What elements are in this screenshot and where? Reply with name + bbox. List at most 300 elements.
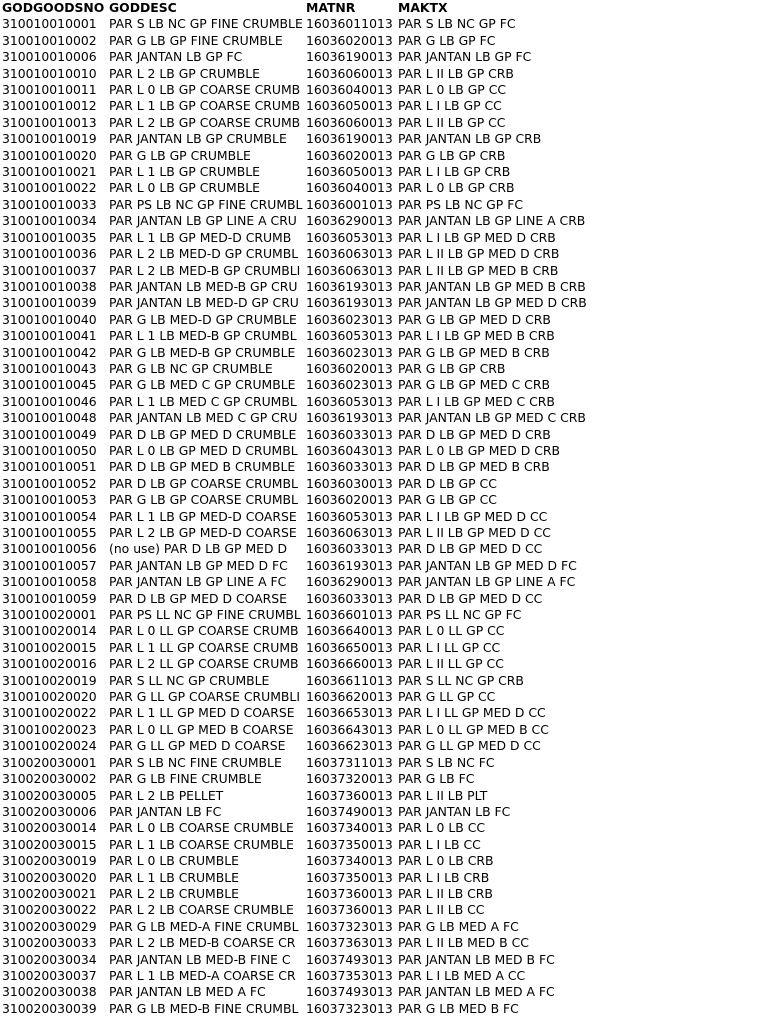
goods-number-cell: 310010010053 <box>2 492 97 508</box>
goods-number-cell: 310010010059 <box>2 590 97 606</box>
material-number-cell: 16036063013 <box>306 246 393 262</box>
material-number-cell: 16036623013 <box>306 738 393 754</box>
material-number-cell: 16036060013 <box>306 114 393 130</box>
material-text-cell: PAR G LB GP MED D CRB <box>398 311 551 327</box>
goods-description-cell: PAR D LB GP MED D COARSE <box>109 590 287 606</box>
material-text-cell: PAR L 0 LB GP MED D CRB <box>398 442 560 458</box>
table-row <box>0 902 768 918</box>
material-text-cell: PAR JANTAN LB GP MED D CRB <box>398 295 587 311</box>
goods-description-cell: PAR L 2 LL GP COARSE CRUMB <box>109 656 299 672</box>
table-row <box>0 230 768 246</box>
material-number-cell: 16036033013 <box>306 426 393 442</box>
goods-number-cell: 310010020019 <box>2 672 97 688</box>
goods-number-cell: 310010010012 <box>2 98 97 114</box>
goods-description-cell: PAR L 2 LB MED-D GP CRUMBL <box>109 246 299 262</box>
goods-number-cell: 310010020024 <box>2 738 97 754</box>
material-text-cell: PAR JANTAN LB GP FC <box>398 49 532 65</box>
goods-number-cell: 310010010036 <box>2 246 97 262</box>
goods-description-cell: PAR L 2 LB GP CRUMBLE <box>109 65 260 81</box>
goods-number-cell: 310010010056 <box>2 541 97 557</box>
goods-description-cell: PAR G LB FINE CRUMBLE <box>109 771 262 787</box>
goods-description-cell: PAR L 1 LL GP COARSE CRUMB <box>109 639 299 655</box>
goods-description-cell: PAR S LB NC FINE CRUMBLE <box>109 754 282 770</box>
material-text-cell: PAR D LB GP MED D CC <box>398 590 543 606</box>
goods-number-cell: 310020030022 <box>2 902 97 918</box>
table-row <box>0 820 768 836</box>
material-number-cell: 16037350013 <box>306 836 393 852</box>
material-number-cell: 16036193013 <box>306 557 393 573</box>
material-number-cell: 16037360013 <box>306 787 393 803</box>
goods-description-cell: PAR L 0 LB GP CRUMBLE <box>109 180 260 196</box>
goods-description-cell: PAR L 0 LB COARSE CRUMBLE <box>109 820 294 836</box>
material-number-cell: 16036011013 <box>306 16 393 32</box>
material-number-cell: 16036020013 <box>306 492 393 508</box>
goods-description-cell: PAR JANTAN LB GP LINE A FC <box>109 574 287 590</box>
goods-description-cell: PAR G LB MED-B FINE CRUMBL <box>109 1000 299 1016</box>
table-row <box>0 722 768 738</box>
material-number-cell: 16037493013 <box>306 984 393 1000</box>
material-text-cell: PAR JANTAN LB GP LINE A FC <box>398 574 576 590</box>
goods-number-cell: 310010010034 <box>2 213 97 229</box>
goods-number-cell: 310020030015 <box>2 836 97 852</box>
table-row <box>0 935 768 951</box>
material-text-cell: PAR G LL GP MED D CC <box>398 738 541 754</box>
goods-description-cell: PAR JANTAN LB MED A FC <box>109 984 266 1000</box>
goods-number-cell: 310010020022 <box>2 705 97 721</box>
goods-number-cell: 310010020014 <box>2 623 97 639</box>
goods-number-cell: 310010010022 <box>2 180 97 196</box>
material-number-cell: 16037353013 <box>306 967 393 983</box>
material-text-cell: PAR L II LB MED B CC <box>398 935 529 951</box>
goods-number-cell: 310020030019 <box>2 853 97 869</box>
table-row <box>0 689 768 705</box>
material-text-cell: PAR L I LB GP CC <box>398 98 502 114</box>
material-number-cell: 16037323013 <box>306 918 393 934</box>
goods-number-cell: 310010010006 <box>2 49 97 65</box>
table-row <box>0 1001 768 1017</box>
goods-description-cell: PAR L 1 LB MED-A COARSE CR <box>109 967 296 983</box>
material-number-cell: 16036653013 <box>306 705 393 721</box>
goods-description-cell: (no use) PAR D LB GP MED D <box>109 541 287 557</box>
table-row <box>0 328 768 344</box>
material-number-cell: 16036053013 <box>306 229 393 245</box>
column-header-goddesc: GODDESC <box>109 0 177 15</box>
material-text-cell: PAR L II LB GP CRB <box>398 65 514 81</box>
table-row <box>0 279 768 295</box>
material-text-cell: PAR D LB GP MED D CC <box>398 541 543 557</box>
material-text-cell: PAR L I LB GP MED C CRB <box>398 393 555 409</box>
material-text-cell: PAR G LB MED B FC <box>398 1000 519 1016</box>
table-row <box>0 345 768 361</box>
material-number-cell: 16036640013 <box>306 623 393 639</box>
material-number-cell: 16036050013 <box>306 164 393 180</box>
material-text-cell: PAR L II LB GP CC <box>398 114 506 130</box>
material-text-cell: PAR L 0 LB GP CC <box>398 82 507 98</box>
table-row <box>0 49 768 65</box>
table-row <box>0 361 768 377</box>
goods-number-cell: 310010020023 <box>2 721 97 737</box>
goods-description-cell: PAR JANTAN LB GP MED D FC <box>109 557 288 573</box>
material-text-cell: PAR L 0 LB GP CRB <box>398 180 515 196</box>
goods-number-cell: 310010010058 <box>2 574 97 590</box>
goods-description-cell: PAR L 0 LB GP MED D CRUMBL <box>109 442 298 458</box>
material-number-cell: 16036043013 <box>306 442 393 458</box>
goods-number-cell: 310010020020 <box>2 689 97 705</box>
goods-description-cell: PAR G LB GP COARSE CRUMBL <box>109 492 298 508</box>
goods-description-cell: PAR L 2 LB CRUMBLE <box>109 885 239 901</box>
material-text-cell: PAR L II LL GP CC <box>398 656 504 672</box>
material-number-cell: 16036193013 <box>306 410 393 426</box>
material-text-cell: PAR L I LB CRB <box>398 869 490 885</box>
table-row <box>0 870 768 886</box>
table-row <box>0 410 768 426</box>
material-number-cell: 16036033013 <box>306 590 393 606</box>
material-text-cell: PAR JANTAN LB GP MED D FC <box>398 557 577 573</box>
goods-number-cell: 310010010042 <box>2 344 97 360</box>
goods-description-cell: PAR PS LL NC GP FINE CRUMBL <box>109 607 301 623</box>
table-row <box>0 476 768 492</box>
material-text-cell: PAR L 0 LL GP MED B CC <box>398 721 549 737</box>
goods-number-cell: 310020030021 <box>2 885 97 901</box>
goods-description-cell: PAR PS LB NC GP FINE CRUMBL <box>109 196 303 212</box>
material-text-cell: PAR PS LB NC GP FC <box>398 196 523 212</box>
goods-number-cell: 310020030020 <box>2 869 97 885</box>
material-text-cell: PAR L I LB GP MED B CRB <box>398 328 555 344</box>
table-row <box>0 377 768 393</box>
goods-number-cell: 310010010050 <box>2 442 97 458</box>
material-number-cell: 16036001013 <box>306 196 393 212</box>
material-number-cell: 16036190013 <box>306 49 393 65</box>
table-row <box>0 312 768 328</box>
table-row <box>0 295 768 311</box>
goods-description-cell: PAR G LB NC GP CRUMBLE <box>109 360 273 376</box>
table-row <box>0 837 768 853</box>
material-number-cell: 16036040013 <box>306 180 393 196</box>
table-row <box>0 509 768 525</box>
material-number-cell: 16037340013 <box>306 853 393 869</box>
goods-description-cell: PAR L 2 LB GP MED-D COARSE <box>109 525 297 540</box>
material-number-cell: 16036190013 <box>306 131 393 147</box>
goods-number-cell: 310010010038 <box>2 278 97 294</box>
goods-number-cell: 310020030029 <box>2 918 97 934</box>
goods-number-cell: 310010010043 <box>2 360 97 376</box>
material-number-cell: 16037323013 <box>306 1000 393 1016</box>
material-number-cell: 16037363013 <box>306 935 393 951</box>
goods-description-cell: PAR L 1 LB GP MED-D CRUMB <box>109 229 292 245</box>
goods-number-cell: 310010010011 <box>2 82 97 98</box>
goods-number-cell: 310010010048 <box>2 410 97 426</box>
goods-number-cell: 310010010021 <box>2 164 97 180</box>
column-header-maktx: MAKTX <box>398 0 448 15</box>
goods-number-cell: 310020030037 <box>2 967 97 983</box>
goods-description-cell: PAR L 2 LB GP COARSE CRUMB <box>109 114 301 130</box>
goods-number-cell: 310010010035 <box>2 229 97 245</box>
goods-description-cell: PAR S LL NC GP CRUMBLE <box>109 672 270 688</box>
column-header-godgoodsno: GODGOODSNO <box>2 0 105 15</box>
goods-description-cell: PAR L 2 LB MED-B COARSE CR <box>109 935 296 951</box>
goods-description-cell: PAR JANTAN LB MED-B FINE C <box>109 951 291 967</box>
goods-number-cell: 310020030033 <box>2 935 97 951</box>
table-row <box>0 558 768 574</box>
table-row <box>0 148 768 164</box>
material-text-cell: PAR L I LB GP MED D CC <box>398 508 548 524</box>
material-text-cell: PAR L I LB CC <box>398 836 481 852</box>
goods-description-cell: PAR G LL GP MED D COARSE <box>109 738 286 754</box>
table-row <box>0 673 768 689</box>
goods-number-cell: 310010010040 <box>2 311 97 327</box>
goods-description-cell: PAR L 2 LB COARSE CRUMBLE <box>109 902 294 918</box>
material-number-cell: 16036033013 <box>306 541 393 557</box>
material-number-cell: 16036040013 <box>306 82 393 98</box>
table-row <box>0 131 768 147</box>
table-row <box>0 656 768 672</box>
goods-number-cell: 310010010041 <box>2 328 97 344</box>
material-text-cell: PAR L II LB GP MED D CC <box>398 525 551 540</box>
material-number-cell: 16036033013 <box>306 459 393 475</box>
material-number-cell: 16036020013 <box>306 32 393 48</box>
goods-description-cell: PAR JANTAN LB MED-B GP CRU <box>109 278 298 294</box>
table-row <box>0 115 768 131</box>
material-number-cell: 16036053013 <box>306 393 393 409</box>
table-row <box>0 952 768 968</box>
goods-number-cell: 310010010049 <box>2 426 97 442</box>
goods-number-cell: 310010010057 <box>2 557 97 573</box>
goods-description-cell: PAR L 1 LB COARSE CRUMBLE <box>109 836 294 852</box>
table-row <box>0 180 768 196</box>
material-text-cell: PAR L I LB MED A CC <box>398 967 526 983</box>
table-row <box>0 459 768 475</box>
material-number-cell: 16037490013 <box>306 803 393 819</box>
material-number-cell: 16036020013 <box>306 360 393 376</box>
table-row <box>0 623 768 639</box>
table-row <box>0 541 768 557</box>
material-number-cell: 16036193013 <box>306 278 393 294</box>
goods-number-cell: 310020030038 <box>2 984 97 1000</box>
table-row <box>0 591 768 607</box>
material-text-cell: PAR JANTAN LB FC <box>398 803 511 819</box>
table-row <box>0 16 768 32</box>
table-row <box>0 164 768 180</box>
column-header-matnr: MATNR <box>306 0 356 15</box>
table-row <box>0 771 768 787</box>
material-number-cell: 16036650013 <box>306 639 393 655</box>
table-row <box>0 640 768 656</box>
material-number-cell: 16036290013 <box>306 213 393 229</box>
material-text-cell: PAR PS LL NC GP FC <box>398 607 522 623</box>
material-text-cell: PAR D LB GP MED D CRB <box>398 426 551 442</box>
goods-number-cell: 310010010020 <box>2 147 97 163</box>
goods-description-cell: PAR L 0 LL GP MED B COARSE <box>109 721 294 737</box>
material-text-cell: PAR G LB FC <box>398 771 475 787</box>
material-number-cell: 16037360013 <box>306 902 393 918</box>
goods-description-cell: PAR S LB NC GP FINE CRUMBLE <box>109 16 303 32</box>
goods-number-cell: 310010020015 <box>2 639 97 655</box>
material-number-cell: 16036660013 <box>306 656 393 672</box>
goods-description-cell: PAR D LB GP MED D CRUMBLE <box>109 426 297 442</box>
goods-number-cell: 310020030006 <box>2 803 97 819</box>
table-row <box>0 82 768 98</box>
material-number-cell: 16036023013 <box>306 377 393 393</box>
table-row <box>0 886 768 902</box>
material-text-cell: PAR G LB GP MED C CRB <box>398 377 550 393</box>
material-text-cell: PAR G LB GP CC <box>398 492 497 508</box>
material-number-cell: 16036023013 <box>306 311 393 327</box>
material-text-cell: PAR L II LB GP MED B CRB <box>398 262 559 278</box>
material-text-cell: PAR G LB GP CRB <box>398 147 506 163</box>
goods-description-cell: PAR L 1 LL GP MED D COARSE <box>109 705 295 721</box>
material-number-cell: 16037340013 <box>306 820 393 836</box>
goods-number-cell: 310010010054 <box>2 508 97 524</box>
material-number-cell: 16036023013 <box>306 344 393 360</box>
goods-description-cell: PAR JANTAN LB GP LINE A CRU <box>109 213 297 229</box>
table-row <box>0 394 768 410</box>
material-number-cell: 16036643013 <box>306 721 393 737</box>
table-row <box>0 66 768 82</box>
table-row <box>0 853 768 869</box>
goods-description-cell: PAR L 1 LB GP MED-D COARSE <box>109 508 297 524</box>
goods-number-cell: 310010010033 <box>2 196 97 212</box>
material-text-cell: PAR D LB GP MED B CRB <box>398 459 550 475</box>
goods-number-cell: 310010020001 <box>2 607 97 623</box>
goods-number-cell: 310020030001 <box>2 754 97 770</box>
material-number-cell: 16036063013 <box>306 262 393 278</box>
material-number-cell: 16037493013 <box>306 951 393 967</box>
goods-number-cell: 310010010001 <box>2 16 97 32</box>
material-number-cell: 16037320013 <box>306 771 393 787</box>
table-row <box>0 98 768 114</box>
material-number-cell: 16036601013 <box>306 607 393 623</box>
goods-description-cell: PAR JANTAN LB GP FC <box>109 49 243 65</box>
material-number-cell: 16036193013 <box>306 295 393 311</box>
goods-number-cell: 310010010046 <box>2 393 97 409</box>
material-text-cell: PAR JANTAN LB GP MED C CRB <box>398 410 586 426</box>
goods-number-cell: 310010010052 <box>2 475 97 491</box>
material-text-cell: PAR L I LB GP MED D CRB <box>398 229 556 245</box>
goods-description-cell: PAR JANTAN LB GP CRUMBLE <box>109 131 287 147</box>
material-number-cell: 16036620013 <box>306 689 393 705</box>
table-row <box>0 33 768 49</box>
material-number-cell: 16037360013 <box>306 885 393 901</box>
goods-number-cell: 310010010045 <box>2 377 97 393</box>
table-row <box>0 443 768 459</box>
material-number-cell: 16036290013 <box>306 574 393 590</box>
table-row <box>0 804 768 820</box>
goods-description-cell: PAR D LB GP COARSE CRUMBL <box>109 475 298 491</box>
goods-description-cell: PAR G LB MED C GP CRUMBLE <box>109 377 296 393</box>
material-text-cell: PAR L II LB GP MED D CRB <box>398 246 560 262</box>
goods-number-cell: 310020030005 <box>2 787 97 803</box>
material-number-cell: 16036030013 <box>306 475 393 491</box>
table-row <box>0 427 768 443</box>
table-row <box>0 919 768 935</box>
material-text-cell: PAR G LB GP FC <box>398 32 496 48</box>
goods-description-cell: PAR L 1 LB GP COARSE CRUMB <box>109 98 301 114</box>
table-row <box>0 788 768 804</box>
material-text-cell: PAR G LB MED A FC <box>398 918 519 934</box>
material-number-cell: 16037350013 <box>306 869 393 885</box>
goods-number-cell: 310010010055 <box>2 525 97 540</box>
goods-number-cell: 310010010002 <box>2 32 97 48</box>
goods-number-cell: 310010010013 <box>2 114 97 130</box>
goods-description-cell: PAR JANTAN LB MED-D GP CRU <box>109 295 299 311</box>
material-text-cell: PAR S LB NC GP FC <box>398 16 516 32</box>
table-row <box>0 246 768 262</box>
material-text-cell: PAR L 0 LB CRB <box>398 853 494 869</box>
goods-number-cell: 310010010039 <box>2 295 97 311</box>
material-text-cell: PAR L II LB CRB <box>398 885 493 901</box>
goods-description-cell: PAR L 1 LB GP CRUMBLE <box>109 164 260 180</box>
goods-description-cell: PAR G LB GP FINE CRUMBLE <box>109 32 283 48</box>
material-number-cell: 16036611013 <box>306 672 393 688</box>
table-row <box>0 525 768 541</box>
goods-description-cell: PAR L 1 LB CRUMBLE <box>109 869 239 885</box>
table-row <box>0 968 768 984</box>
goods-description-cell: PAR JANTAN LB FC <box>109 803 222 819</box>
goods-description-cell: PAR L 0 LB GP COARSE CRUMB <box>109 82 301 98</box>
table-row <box>0 574 768 590</box>
material-text-cell: PAR L I LL GP CC <box>398 639 501 655</box>
material-number-cell: 16036053013 <box>306 328 393 344</box>
table-row <box>0 984 768 1000</box>
material-text-cell: PAR L II LB PLT <box>398 787 488 803</box>
table-row <box>0 213 768 229</box>
goods-description-cell: PAR G LB MED-A FINE CRUMBL <box>109 918 299 934</box>
material-text-cell: PAR S LB NC FC <box>398 754 495 770</box>
goods-number-cell: 310010010037 <box>2 262 97 278</box>
goods-description-cell: PAR L 2 LB PELLET <box>109 787 224 803</box>
material-number-cell: 16037311013 <box>306 754 393 770</box>
table-row <box>0 738 768 754</box>
header-row <box>0 0 768 16</box>
goods-description-cell: PAR G LB MED-D GP CRUMBLE <box>109 311 297 327</box>
goods-description-cell: PAR L 2 LB MED-B GP CRUMBLI <box>109 262 301 278</box>
material-text-cell: PAR JANTAN LB MED B FC <box>398 951 555 967</box>
material-number-cell: 16036063013 <box>306 525 393 540</box>
material-text-cell: PAR JANTAN LB GP MED B CRB <box>398 278 586 294</box>
material-text-cell: PAR L II LB CC <box>398 902 485 918</box>
goods-number-cell: 310020030039 <box>2 1000 97 1016</box>
material-text-cell: PAR G LL GP CC <box>398 689 496 705</box>
goods-description-cell: PAR G LL GP COARSE CRUMBLI <box>109 689 300 705</box>
table-body <box>0 16 768 1017</box>
table-row <box>0 705 768 721</box>
material-number-cell: 16036060013 <box>306 65 393 81</box>
goods-number-cell: 310010020016 <box>2 656 97 672</box>
material-text-cell: PAR JANTAN LB GP LINE A CRB <box>398 213 586 229</box>
table-row <box>0 197 768 213</box>
goods-description-cell: PAR L 0 LB CRUMBLE <box>109 853 239 869</box>
material-text-cell: PAR L 0 LL GP CC <box>398 623 505 639</box>
table-header <box>0 0 768 16</box>
goods-number-cell: 310020030034 <box>2 951 97 967</box>
material-text-cell: PAR G LB GP CRB <box>398 360 506 376</box>
material-text-cell: PAR G LB GP MED B CRB <box>398 344 550 360</box>
goods-number-cell: 310010010019 <box>2 131 97 147</box>
table-row <box>0 607 768 623</box>
material-text-cell: PAR L I LB GP CRB <box>398 164 511 180</box>
goods-description-cell: PAR L 1 LB MED C GP CRUMBL <box>109 393 297 409</box>
goods-number-cell: 310020030014 <box>2 820 97 836</box>
table-row <box>0 755 768 771</box>
goods-description-cell: PAR G LB MED-B GP CRUMBLE <box>109 344 296 360</box>
goods-number-cell: 310010010051 <box>2 459 97 475</box>
goods-description-cell: PAR JANTAN LB MED C GP CRU <box>109 410 298 426</box>
material-number-cell: 16036050013 <box>306 98 393 114</box>
goods-number-cell: 310010010010 <box>2 65 97 81</box>
goods-description-cell: PAR D LB GP MED B CRUMBLE <box>109 459 296 475</box>
table-row <box>0 263 768 279</box>
goods-description-cell: PAR L 1 LB MED-B GP CRUMBL <box>109 328 297 344</box>
